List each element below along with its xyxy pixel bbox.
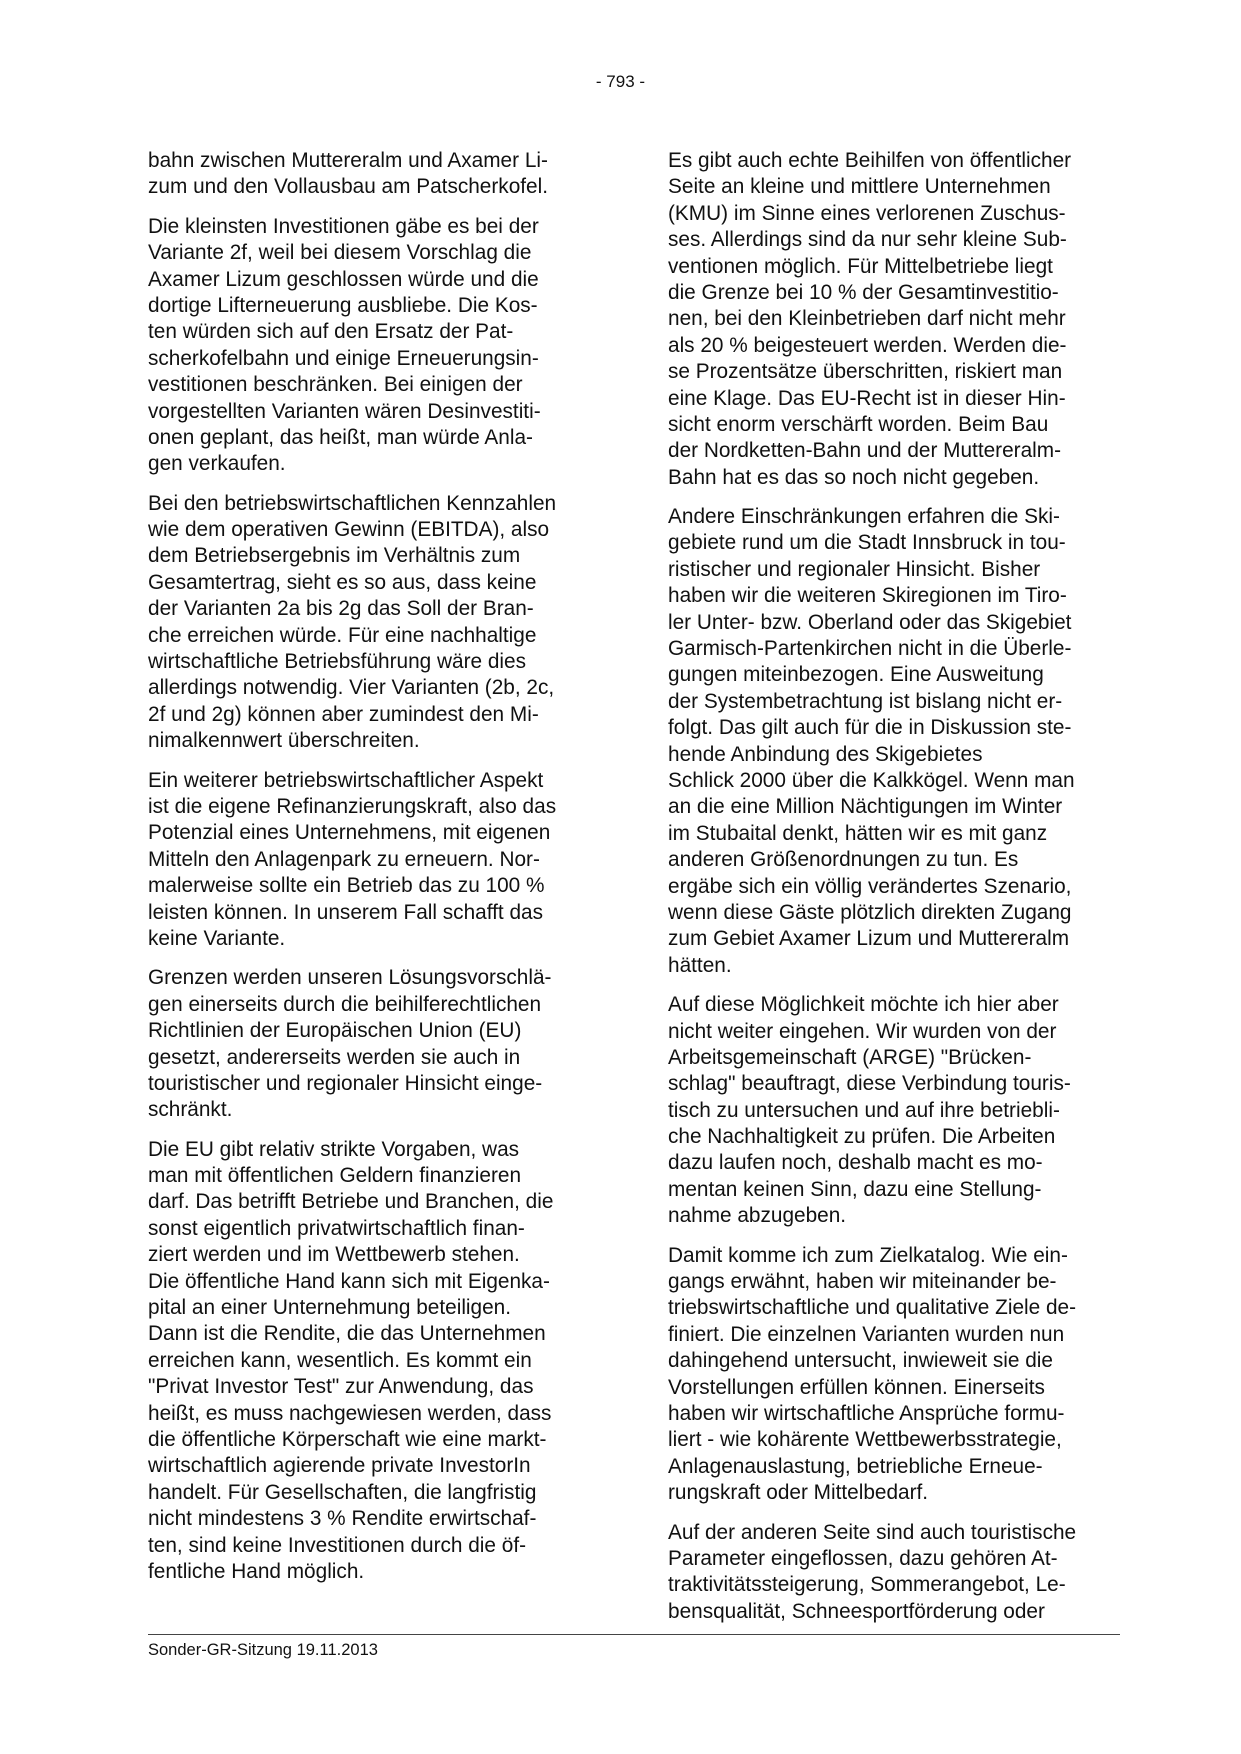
paragraph <box>668 1520 1113 1626</box>
text-line: Potenzial eines Unternehmens, mit eigenen <box>148 821 551 845</box>
text-line: ler Unter- bzw. Oberland oder das Skigebiet <box>668 610 1072 634</box>
text-line: vestitionen beschränken. Bei einigen der <box>148 373 523 397</box>
text-line: Mitteln den Anlagenpark zu erneuern. Nor- <box>148 847 540 871</box>
text-line: Arbeitsgemeinschaft (ARGE) "Brücken- <box>668 1045 1032 1069</box>
text-line: zum Gebiet Axamer Lizum und Muttereralm <box>668 927 1070 951</box>
text-line: keine Variante. <box>148 926 286 950</box>
right-column <box>668 148 1113 1638</box>
text-line: Richtlinien der Europäischen Union (EU) <box>148 1019 522 1043</box>
text-line: ventionen möglich. Für Mittelbetriebe liegt <box>668 254 1053 278</box>
text-line: wenn diese Gäste plötzlich direkten Zugang <box>668 900 1072 924</box>
text-line: se Prozentsätze überschritten, riskiert man <box>668 360 1063 384</box>
text-line: Dann ist die Rendite, die das Unternehmen <box>148 1322 546 1346</box>
text-line: fentliche Hand möglich. <box>148 1559 365 1583</box>
text-line: schlag" beauftragt, diese Verbindung touris- <box>668 1072 1071 1096</box>
text-line: nicht weiter eingehen. Wir wurden von der <box>668 1019 1057 1043</box>
text-line: nicht mindestens 3 % Rendite erwirtschaf- <box>148 1507 537 1531</box>
text-line: wirtschaftlich agierende private InvestorIn <box>148 1454 531 1478</box>
text-line: erreichen kann, wesentlich. Es kommt ein <box>148 1348 532 1372</box>
text-line: ten, sind keine Investitionen durch die öf- <box>148 1533 527 1557</box>
text-line: traktivitätssteigerung, Sommerangebot, Le- <box>668 1573 1066 1597</box>
text-line: ses. Allerdings sind da nur sehr kleine Sub- <box>668 228 1067 252</box>
text-line: der Systembetrachtung ist bislang nicht er- <box>668 689 1063 713</box>
text-line: Axamer Lizum geschlossen würde und die <box>148 267 539 291</box>
text-line: malerweise sollte ein Betrieb das zu 100 % <box>148 874 545 898</box>
text-line: che Nachhaltigkeit zu prüfen. Die Arbeiten <box>668 1125 1056 1149</box>
text-line: zum und den Vollausbau am Patscherkofel. <box>148 175 549 199</box>
text-line: ten würden sich auf den Ersatz der Pat- <box>148 320 514 344</box>
text-line: Bei den betriebswirtschaftlichen Kennzahlen <box>148 491 557 515</box>
text-line: Bahn hat es das so noch nicht gegeben. <box>668 465 1040 489</box>
text-line: man mit öffentlichen Geldern finanzieren <box>148 1164 522 1188</box>
text-line: gen einerseits durch die beihilferechtlichen <box>148 992 542 1016</box>
text-line: allerdings notwendig. Vier Varianten (2b, 2c, <box>148 676 555 700</box>
text-line: rungskraft oder Mittelbedarf. <box>668 1481 929 1505</box>
text-line: gungen miteinbezogen. Eine Ausweitung <box>668 663 1044 687</box>
text-line: pital an einer Unternehmung beteiligen. <box>148 1296 512 1320</box>
text-line: Andere Einschränkungen erfahren die Ski- <box>668 505 1060 529</box>
text-line: Auf diese Möglichkeit möchte ich hier aber <box>668 993 1059 1017</box>
text-line: finiert. Die einzelnen Varianten wurden nun <box>668 1322 1065 1346</box>
paragraph <box>668 992 1113 1230</box>
text-line: darf. Das betrifft Betriebe und Branchen, die <box>148 1190 554 1214</box>
text-line: Die öffentliche Hand kann sich mit Eigenka- <box>148 1269 550 1293</box>
text-line: bahn zwischen Muttereralm und Axamer Li- <box>148 149 548 172</box>
text-line: Damit komme ich zum Zielkatalog. Wie ein- <box>668 1243 1068 1267</box>
text-line: Ein weiterer betriebswirtschaftlicher Aspekt <box>148 768 544 792</box>
text-line: gangs erwähnt, haben wir miteinander be- <box>668 1270 1057 1294</box>
text-line: Parameter eingeflossen, dazu gehören At- <box>668 1546 1058 1570</box>
text-line: ist die eigene Refinanzierungskraft, also das <box>148 794 557 818</box>
paragraph <box>148 148 593 201</box>
text-line: Vorstellungen erfüllen können. Einerseits <box>668 1375 1045 1399</box>
text-line: dem Betriebsergebnis im Verhältnis zum <box>148 544 521 568</box>
text-line: triebswirtschaftliche und qualitative Ziele de- <box>668 1296 1077 1320</box>
text-line: Die kleinsten Investitionen gäbe es bei der <box>148 214 539 238</box>
text-line: Die EU gibt relativ strikte Vorgaben, was <box>148 1137 520 1161</box>
text-line: gebiete rund um die Stadt Innsbruck in tou- <box>668 531 1066 555</box>
text-line: gen verkaufen. <box>148 452 286 476</box>
text-line: vorgestellten Varianten wären Desinvestiti- <box>148 399 541 423</box>
paragraph <box>148 1137 593 1586</box>
text-line: (KMU) im Sinne eines verlorenen Zuschus- <box>668 201 1066 225</box>
text-line: "Privat Investor Test" zur Anwendung, das <box>148 1375 534 1399</box>
text-line: der Nordketten-Bahn und der Muttereralm- <box>668 439 1062 463</box>
text-line: eine Klage. Das EU-Recht ist in dieser Hin- <box>668 386 1066 410</box>
paragraph <box>148 214 593 478</box>
text-line: als 20 % beigesteuert werden. Werden die- <box>668 333 1067 357</box>
text-line: ziert werden und im Wettbewerb stehen. <box>148 1243 520 1267</box>
text-line: folgt. Das gilt auch für die in Diskussion ste- <box>668 716 1072 740</box>
text-line: Schlick 2000 über die Kalkkögel. Wenn man <box>668 768 1075 792</box>
text-line: heißt, es muss nachgewiesen werden, dass <box>148 1401 552 1425</box>
text-line: wirtschaftliche Betriebsführung wäre dies <box>148 650 526 674</box>
footer-text: Sonder-GR-Sitzung 19.11.2013 <box>148 1641 378 1659</box>
text-line: anderen Größenordnungen zu tun. Es <box>668 848 1019 872</box>
paragraph <box>148 768 593 953</box>
text-line: Gesamtertrag, sieht es so aus, dass keine <box>148 570 537 594</box>
text-line: scherkofelbahn und einige Erneuerungsin- <box>148 346 539 370</box>
text-line: hende Anbindung des Skigebietes <box>668 742 983 766</box>
text-line: touristischer und regionaler Hinsicht einge- <box>148 1071 543 1095</box>
text-line: gesetzt, andererseits werden sie auch in <box>148 1045 521 1069</box>
text-line: die Grenze bei 10 % der Gesamtinvestitio- <box>668 280 1059 304</box>
footer-divider <box>148 1634 1120 1635</box>
text-line: nimalkennwert überschreiten. <box>148 729 420 753</box>
text-line: nen, bei den Kleinbetrieben darf nicht mehr <box>668 307 1066 331</box>
paragraph <box>668 1243 1113 1507</box>
text-line: dazu laufen noch, deshalb macht es mo- <box>668 1151 1043 1175</box>
text-line: hätten. <box>668 953 732 977</box>
page-number: - 793 - <box>595 72 646 91</box>
paragraph <box>148 965 593 1123</box>
text-line: an die eine Million Nächtigungen im Winter <box>668 795 1063 819</box>
text-line: tisch zu untersuchen und auf ihre betriebli- <box>668 1098 1060 1122</box>
text-line: ergäbe sich ein völlig verändertes Szenario, <box>668 874 1072 898</box>
paragraph <box>668 148 1113 491</box>
text-line: haben wir die weiteren Skiregionen im Tiro- <box>668 584 1067 608</box>
text-line: Seite an kleine und mittlere Unternehmen <box>668 175 1051 199</box>
left-column <box>148 148 593 1598</box>
text-line: Grenzen werden unseren Lösungsvorschlä- <box>148 966 552 990</box>
text-line: wie dem operativen Gewinn (EBITDA), also <box>148 518 550 542</box>
paragraph <box>668 504 1113 979</box>
text-line: 2f und 2g) können aber zumindest den Mi- <box>148 702 539 726</box>
text-line: liert - wie kohärente Wettbewerbsstrategie, <box>668 1428 1062 1452</box>
text-line: der Varianten 2a bis 2g das Soll der Bran- <box>148 597 534 621</box>
text-line: leisten können. In unserem Fall schafft das <box>148 900 543 924</box>
text-line: die öffentliche Körperschaft wie eine markt- <box>148 1427 547 1451</box>
text-line: handelt. Für Gesellschaften, die langfristig <box>148 1480 537 1504</box>
text-line: schränkt. <box>148 1098 233 1122</box>
text-line: dortige Lifterneuerung ausbliebe. Die Kos- <box>148 293 538 317</box>
text-line: bensqualität, Schneesportförderung oder <box>668 1599 1045 1623</box>
text-line: dahingehend untersucht, inwieweit sie die <box>668 1349 1053 1373</box>
text-line: sonst eigentlich privatwirtschaftlich finan- <box>148 1216 525 1240</box>
text-line: onen geplant, das heißt, man würde Anla- <box>148 425 533 449</box>
text-line: Anlagenauslastung, betriebliche Erneue- <box>668 1454 1043 1478</box>
text-line: nahme abzugeben. <box>668 1204 847 1228</box>
text-line: Variante 2f, weil bei diesem Vorschlag die <box>148 241 532 265</box>
text-line: im Stubaital denkt, hätten wir es mit ganz <box>668 821 1048 845</box>
text-line: che erreichen würde. Für eine nachhaltige <box>148 623 537 647</box>
text-line: haben wir wirtschaftliche Ansprüche formu- <box>668 1401 1065 1425</box>
text-line: ristischer und regionaler Hinsicht. Bisher <box>668 557 1041 581</box>
text-line: Es gibt auch echte Beihilfen von öffentlicher <box>668 149 1072 172</box>
paragraph <box>148 491 593 755</box>
text-line: sicht enorm verschärft worden. Beim Bau <box>668 412 1049 436</box>
text-line: Auf der anderen Seite sind auch touristische <box>668 1520 1077 1544</box>
text-line: mentan keinen Sinn, dazu eine Stellung- <box>668 1177 1042 1201</box>
text-line: Garmisch-Partenkirchen nicht in die Überle- <box>668 637 1072 661</box>
